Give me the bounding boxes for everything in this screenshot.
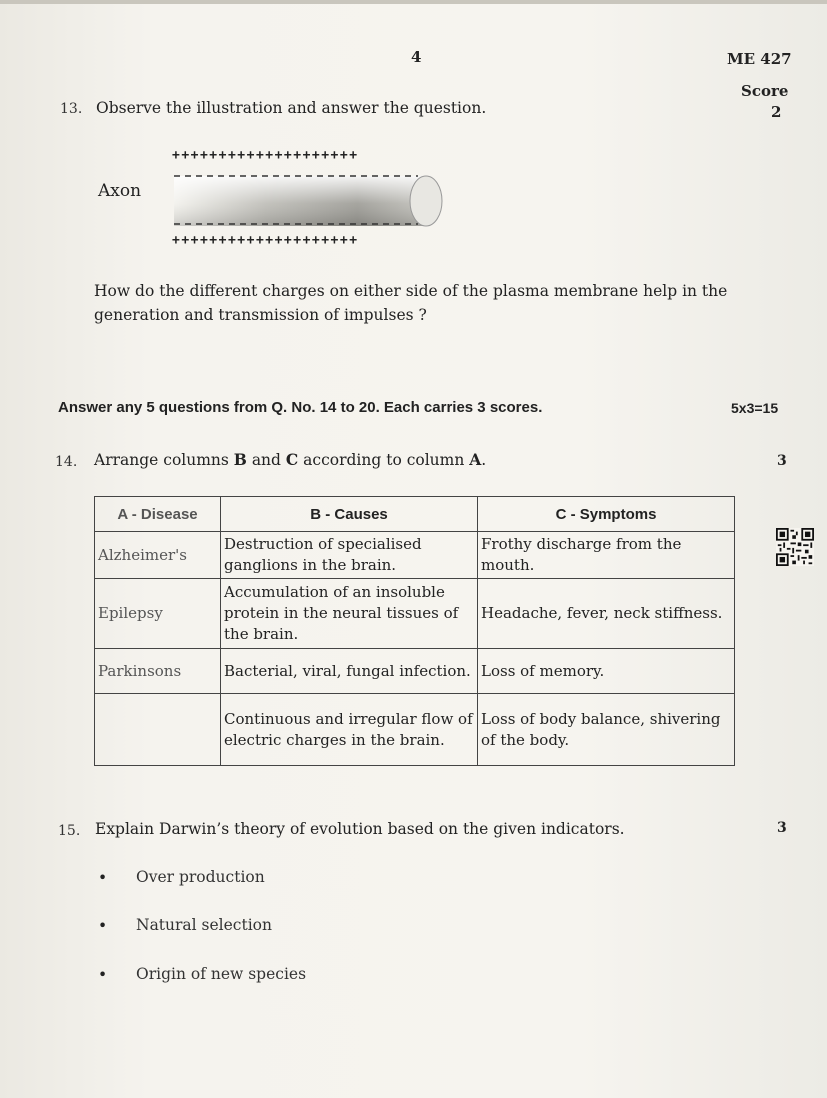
header-causes: B - Causes xyxy=(221,497,478,532)
list-item: Origin of new species xyxy=(136,965,307,983)
page-edge xyxy=(0,0,827,4)
table-row xyxy=(95,532,735,579)
q14-text-mid: and xyxy=(246,451,286,469)
table-cell: Parkinsons xyxy=(95,649,221,694)
table-row xyxy=(95,649,735,694)
header-symptoms: C - Symptoms xyxy=(478,497,735,532)
table-cell: Epilepsy xyxy=(95,579,221,649)
table-header-row xyxy=(95,497,735,532)
axon-top-charges: ++++++++++++++++++++ xyxy=(172,148,359,163)
table-row xyxy=(95,694,735,766)
q14-text-end: . xyxy=(481,451,487,469)
axon-label: Axon xyxy=(98,181,142,201)
table-cell: Destruction of specialised ganglions in the brain. xyxy=(221,532,478,579)
table-cell: Accumulation of an insoluble protein in the neural tissues of the brain. xyxy=(221,579,478,649)
q14-score: 3 xyxy=(777,453,787,469)
q14-text-post: according to column xyxy=(298,451,470,469)
table-cell: Frothy discharge from the mouth. xyxy=(478,532,735,579)
table-cell: Headache, fever, neck stiffness. xyxy=(478,579,735,649)
q15-number: 15. xyxy=(58,823,81,839)
q13-subquestion: How do the different charges on either side of the plasma membrane help in the generation and transmission of impulses ? xyxy=(94,282,728,324)
axon-illustration xyxy=(168,160,453,236)
q14-col-c: C xyxy=(285,450,299,469)
q14-number: 14. xyxy=(55,454,78,470)
section-score: 5x3=15 xyxy=(731,400,779,416)
table-row xyxy=(95,579,735,649)
q14-col-a: A xyxy=(469,450,482,469)
q15-text: Explain Darwin’s theory of evolution based on the given indicators. xyxy=(95,820,625,838)
q14-text xyxy=(94,450,486,469)
section-instruction: Answer any 5 questions from Q. No. 14 to 20. Each carries 3 scores. xyxy=(58,399,543,416)
table-cell: Loss of memory. xyxy=(478,649,735,694)
bullet-icon: • xyxy=(98,869,108,887)
page-number: 4 xyxy=(411,48,422,66)
q14-col-b: B xyxy=(233,450,247,469)
table-cell: Loss of body balance, shivering of the body. xyxy=(478,694,735,766)
table-cell xyxy=(95,694,221,766)
list-item: Natural selection xyxy=(136,916,272,934)
paper-code: ME 427 xyxy=(727,50,792,68)
table-cell: Bacterial, viral, fungal infection. xyxy=(221,649,478,694)
qr-code-icon xyxy=(776,528,814,566)
header-disease: A - Disease xyxy=(95,497,221,532)
list-item: Over production xyxy=(136,868,265,886)
q15-score: 3 xyxy=(777,820,787,836)
table-cell: Continuous and irregular flow of electric charges in the brain. xyxy=(221,694,478,766)
axon-bottom-charges: ++++++++++++++++++++ xyxy=(172,233,359,248)
q13-text: Observe the illustration and answer the question. xyxy=(96,99,487,117)
disease-table xyxy=(94,496,735,766)
q13-number: 13. xyxy=(60,101,83,117)
table-cell: Alzheimer's xyxy=(95,532,221,579)
q14-text-pre: Arrange columns xyxy=(94,451,234,469)
bullet-icon: • xyxy=(98,966,108,984)
q13-score: 2 xyxy=(771,103,782,121)
score-heading: Score xyxy=(741,82,789,100)
bullet-icon: • xyxy=(98,917,108,935)
